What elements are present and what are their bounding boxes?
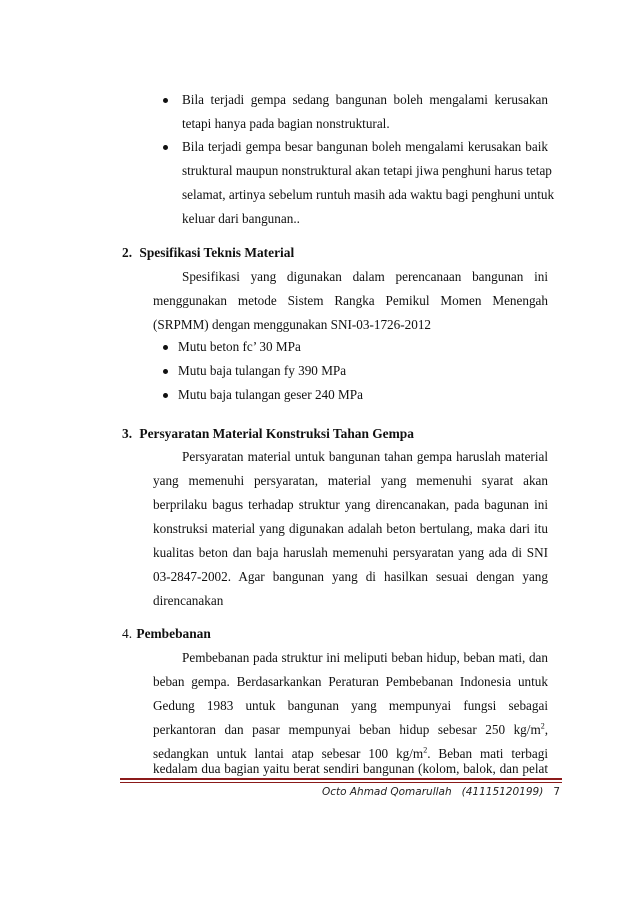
section-4-line-4 <box>153 718 548 742</box>
section-3-line-7: direncanakan <box>153 593 224 608</box>
bullet-2-line-3: selamat, artinya sebelum runtuh masih ada waktu bagi penghuni untuk <box>182 187 555 202</box>
bullet-2-line-4: keluar dari bangunan.. <box>182 211 300 226</box>
footer-rule-thin <box>120 782 562 783</box>
spec-bullet-1: Mutu beton fc’ 30 MPa <box>178 339 301 354</box>
section-3-heading <box>122 422 414 446</box>
bullet-2-line-2: struktural maupun nonstruktural akan tetapi jiwa penghuni harus tetap <box>182 163 552 178</box>
section-4-heading <box>122 622 211 646</box>
bullet-icon <box>163 393 168 398</box>
section-3-title: Persyaratan Material Konstruksi Tahan Gempa <box>139 426 414 441</box>
bullet-icon <box>163 98 168 103</box>
section-4-line-4-end: , <box>544 722 548 737</box>
section-3-line-1: Persyaratan material untuk bangunan tahan gempa haruslah material <box>182 449 548 464</box>
bullet-icon <box>163 145 168 150</box>
section-4-line-4-text: perkantoran dan pasar mempunyai beban hidup sebesar 250 kg/m <box>153 722 541 737</box>
section-2-line-2: menggunakan metode Sistem Rangka Pemikul Momen Menengah <box>153 293 548 308</box>
bullet-2-line-1: Bila terjadi gempa besar bangunan boleh mengalami kerusakan baik <box>182 139 548 154</box>
section-2-line-3: (SRPMM) dengan menggunakan SNI-03-1726-2012 <box>153 317 432 332</box>
section-2-heading <box>122 241 294 265</box>
section-4-line-6: kedalam dua bagian yaitu berat sendiri bangunan (kolom, balok, dan pelat <box>153 761 548 776</box>
bullet-icon <box>163 369 168 374</box>
spec-bullet-2: Mutu baja tulangan fy 390 MPa <box>178 363 347 378</box>
section-2-line-1: Spesifikasi yang digunakan dalam perencanaan bangunan ini <box>182 269 548 284</box>
section-3-line-5: kualitas beton dan baja haruslah memenuhi persyaratan yang ada di SNI <box>153 545 548 560</box>
section-4-title: Pembebanan <box>136 626 211 641</box>
section-4-line-5-end: . Beban mati terbagi <box>427 746 548 761</box>
section-4-line-5-text: sedangkan untuk lantai atap sebesar 100 kg/m <box>153 746 424 761</box>
section-2-title: Spesifikasi Teknis Material <box>139 245 295 260</box>
superscript-2: 2 <box>540 721 545 731</box>
section-3-number: 3. <box>122 426 133 441</box>
section-3-line-3: berprilaku bagus terhadap struktur yang direncanakan, pada bagunan ini <box>153 497 548 512</box>
section-2-number: 2. <box>122 245 133 260</box>
section-4-line-3: Gedung 1983 untuk bangunan yang mempunyai fungsi sebagai <box>153 698 548 713</box>
superscript-2: 2 <box>423 745 428 755</box>
section-3-line-6: 03-2847-2002. Agar bangunan yang di hasilkan sesuai dengan yang <box>153 569 548 584</box>
bullet-1-line-2: tetapi hanya pada bagian nonstruktural. <box>182 116 390 131</box>
page-number: 7 <box>553 786 560 798</box>
section-3-line-4: konstruksi material yang digunakan adalah beton bertulang, maka dari itu <box>153 521 548 536</box>
footer-rule <box>120 778 562 780</box>
footer-author: Octo Ahmad Qomarullah (41115120199) <box>321 786 544 798</box>
section-4-line-2: beban gempa. Berdasarkankan Peraturan Pembebanan Indonesia untuk <box>153 674 548 689</box>
page-footer <box>322 786 560 798</box>
bullet-1-line-1: Bila terjadi gempa sedang bangunan boleh mengalami kerusakan <box>182 92 548 107</box>
section-4-line-1: Pembebanan pada struktur ini meliputi beban hidup, beban mati, dan <box>182 650 548 665</box>
section-3-line-2: yang memenuhi persyaratan, material yang memenuhi syarat akan <box>153 473 548 488</box>
section-4-number: 4. <box>122 626 133 641</box>
spec-bullet-3: Mutu baja tulangan geser 240 MPa <box>178 387 363 402</box>
bullet-icon <box>163 345 168 350</box>
